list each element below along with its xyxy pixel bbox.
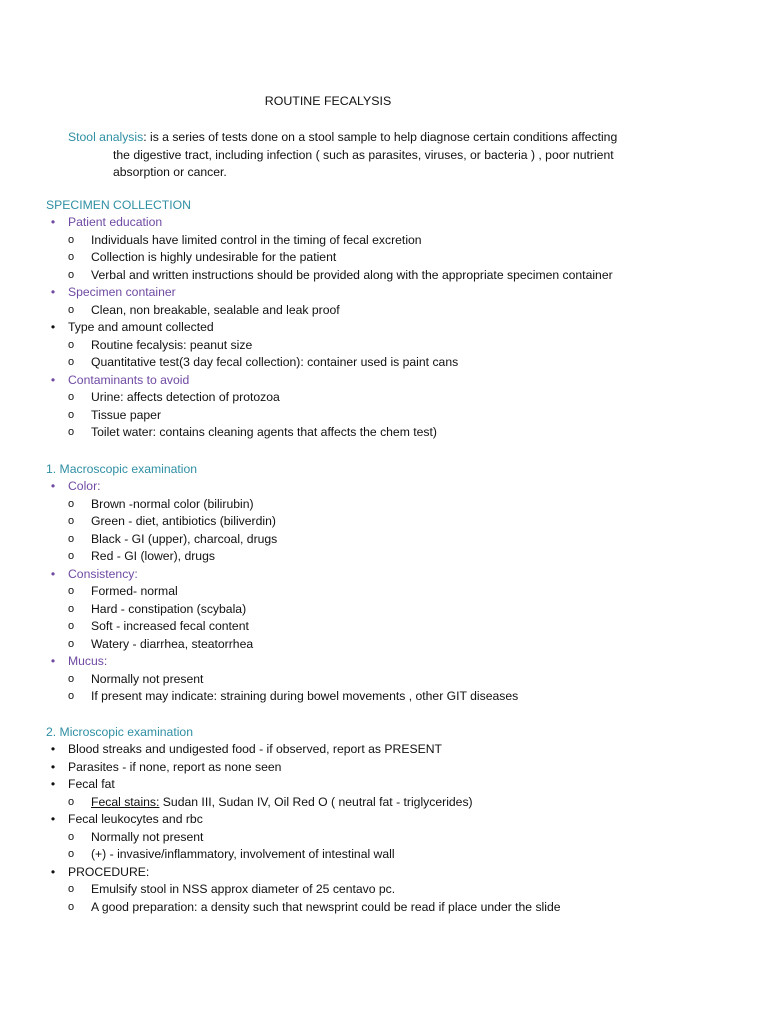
sub-list-item: o Hard - constipation (scybala) xyxy=(46,601,726,619)
circle-bullet-icon: o xyxy=(68,585,75,597)
sub-list-item: o If present may indicate: straining during bowel movements , other GIT diseases xyxy=(46,688,726,706)
circle-bullet-icon: o xyxy=(68,268,75,281)
circle-bullet-icon: o xyxy=(68,391,75,403)
bullet-icon: • xyxy=(50,777,56,791)
list-item-parasites: • Parasites - if none, report as none seen xyxy=(46,759,726,777)
page-title: ROUTINE FECALYSIS xyxy=(264,94,392,108)
list-item-patient-education: • Patient education xyxy=(46,214,726,232)
section-heading-macroscopic: 1. Macroscopic examination xyxy=(46,462,198,476)
list-item-procedure: • PROCEDURE: xyxy=(46,864,726,882)
sub-list-item: o Red - GI (lower), drugs xyxy=(46,548,726,566)
sub-list-item: o A good preparation: a density such that newsprint could be read if place under the slide xyxy=(46,899,726,917)
specimen-section xyxy=(46,196,726,442)
sub-list-item: o Formed- normal xyxy=(46,583,726,601)
sub-list-item: o Collection is highly undesirable for the patient xyxy=(46,249,726,267)
list-item-leukocytes: • Fecal leukocytes and rbc xyxy=(46,811,726,829)
intro-colon: : xyxy=(143,130,147,144)
bullet-icon: • xyxy=(50,320,56,334)
bullet-icon: • xyxy=(50,654,56,668)
circle-bullet-icon: o xyxy=(68,303,75,316)
sub-list-item: o Routine fecalysis: peanut size xyxy=(46,337,726,355)
circle-bullet-icon: o xyxy=(68,795,75,808)
sub-list-item: o Soft - increased fecal content xyxy=(46,618,726,636)
circle-bullet-icon: o xyxy=(68,532,75,545)
sub-list-item: o Verbal and written instructions should be provided along with the appropriate specimen container xyxy=(46,267,726,285)
list-item-specimen-container: • Specimen container xyxy=(46,284,726,302)
circle-bullet-icon: o xyxy=(68,233,75,246)
macroscopic-section xyxy=(46,460,726,706)
section-heading-microscopic: 2. Microscopic examination xyxy=(46,725,193,739)
sub-list-item: o Tissue paper xyxy=(46,407,726,425)
circle-bullet-icon: o xyxy=(68,900,75,913)
bullet-icon: • xyxy=(50,742,56,756)
circle-bullet-icon: o xyxy=(68,690,75,702)
list-item-consistency: • Consistency: xyxy=(46,566,726,584)
circle-bullet-icon: o xyxy=(68,883,75,895)
sub-list-item: o Black - GI (upper), charcoal, drugs xyxy=(46,531,726,549)
bullet-icon: • xyxy=(50,759,56,774)
sub-list-item: o Urine: affects detection of protozoa xyxy=(46,389,726,407)
bullet-icon: • xyxy=(50,372,56,387)
bullet-icon: • xyxy=(50,812,56,826)
sub-list-item: o Individuals have limited control in the timing of fecal excretion xyxy=(46,232,726,250)
circle-bullet-icon: o xyxy=(68,338,75,351)
sub-list-item: o Emulsify stool in NSS approx diameter of 25 centavo pc. xyxy=(46,881,726,899)
list-item-contaminants: • Contaminants to avoid xyxy=(46,372,726,390)
circle-bullet-icon: o xyxy=(68,637,75,650)
circle-bullet-icon: o xyxy=(68,515,75,527)
intro-line3: absorption or cancer. xyxy=(113,165,227,179)
microscopic-section xyxy=(46,723,726,916)
bullet-icon: • xyxy=(50,215,56,229)
circle-bullet-icon: o xyxy=(68,497,75,510)
circle-bullet-icon: o xyxy=(68,620,75,632)
circle-bullet-icon: o xyxy=(68,550,75,562)
sub-list-item: o Toilet water: contains cleaning agents that affects the chem test) xyxy=(46,424,726,442)
list-item-type-amount: • Type and amount collected xyxy=(46,319,726,337)
sub-list-item: o Quantitative test(3 day fecal collection): container used is paint cans xyxy=(46,354,726,372)
section-heading-specimen: SPECIMEN COLLECTION xyxy=(46,198,191,212)
sub-list-item: o Normally not present xyxy=(46,829,726,847)
circle-bullet-icon: o xyxy=(68,356,75,368)
circle-bullet-icon: o xyxy=(68,602,75,615)
bullet-icon: • xyxy=(50,566,56,581)
sub-list-item: o Normally not present xyxy=(46,671,726,689)
sub-list-item: o Brown -normal color (bilirubin) xyxy=(46,496,726,514)
list-item-mucus: • Mucus: xyxy=(46,653,726,671)
circle-bullet-icon: o xyxy=(68,672,75,685)
circle-bullet-icon: o xyxy=(68,848,75,860)
intro-term: Stool analysis xyxy=(68,130,144,144)
bullet-icon: • xyxy=(50,479,56,493)
list-item-color: • Color: xyxy=(46,478,726,496)
circle-bullet-icon: o xyxy=(68,408,75,421)
sub-list-item: o Clean, non breakable, sealable and leak proof xyxy=(46,302,726,320)
list-item-blood-streaks: • Blood streaks and undigested food - if observed, report as PRESENT xyxy=(46,741,726,759)
sub-list-item: o (+) - invasive/inflammatory, involvement of intestinal wall xyxy=(46,846,726,864)
intro-paragraph xyxy=(68,129,668,182)
intro-line1: is a series of tests done on a stool sample to help diagnose certain conditions affecting xyxy=(146,130,618,144)
circle-bullet-icon: o xyxy=(68,251,75,263)
bullet-icon: • xyxy=(50,285,56,299)
sub-list-item: o Fecal stains: Sudan III, Sudan IV, Oil Red O ( neutral fat - triglycerides) xyxy=(46,794,726,812)
list-item-fecal-fat: • Fecal fat xyxy=(46,776,726,794)
intro-line2: the digestive tract, including infection ( such as parasites, viruses, or bacteria ) , poor nutrient xyxy=(113,147,614,162)
circle-bullet-icon: o xyxy=(68,830,75,843)
sub-list-item: o Green - diet, antibiotics (biliverdin) xyxy=(46,513,726,531)
sub-list-item: o Watery - diarrhea, steatorrhea xyxy=(46,636,726,654)
bullet-icon: • xyxy=(50,864,56,879)
circle-bullet-icon: o xyxy=(68,426,75,438)
